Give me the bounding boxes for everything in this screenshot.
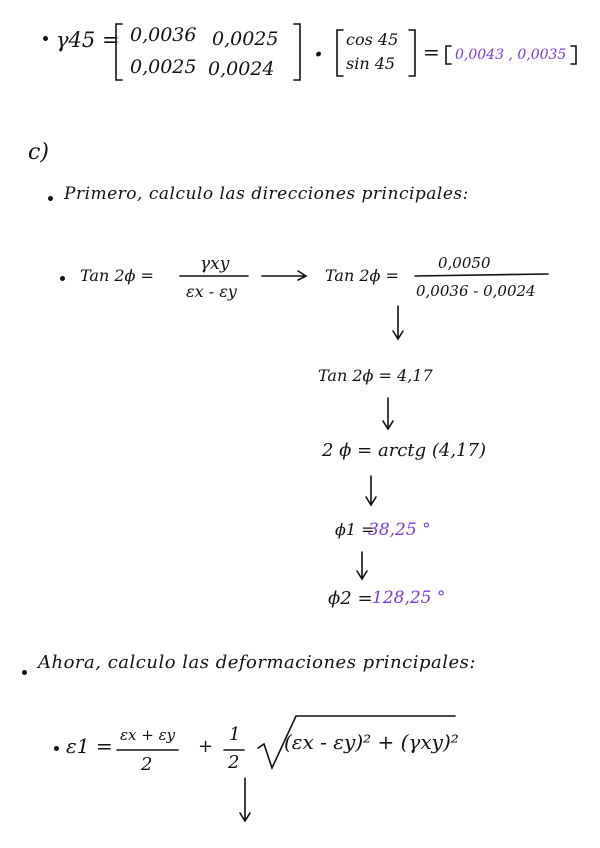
- arrow-down-5: [240, 778, 250, 821]
- principal-directions-heading: Primero, calculo las direcciones principales:: [64, 184, 469, 204]
- bullet-2: [48, 196, 53, 201]
- vector-left-bracket: [337, 30, 343, 76]
- arrow-down-3: [366, 476, 376, 505]
- vector-sin: sin 45: [346, 54, 396, 73]
- bullet-4: [22, 670, 27, 675]
- vector-right-bracket: [409, 30, 415, 76]
- phi2-label: ϕ2 =: [328, 588, 373, 609]
- result-right-bracket: [571, 46, 576, 64]
- tan-2phi-label-1: Tan 2ϕ =: [80, 266, 154, 285]
- half-numerator: 1: [229, 724, 241, 745]
- half-denominator: 2: [228, 752, 240, 773]
- bullet-3: [60, 276, 65, 281]
- tan-2phi-label-2: Tan 2ϕ =: [325, 266, 399, 285]
- denominator-ex-ey: εx - εy: [186, 282, 237, 301]
- equals-sign: =: [423, 40, 440, 64]
- matrix-right-bracket: [294, 24, 300, 80]
- phi1-value: 38,25 °: [368, 520, 431, 540]
- arctg-step: 2 ϕ = arctg (4,17): [322, 440, 486, 461]
- gamma45-label: γ45 =: [56, 28, 120, 52]
- arrow-down-2: [383, 398, 393, 429]
- sum-denominator: 2: [141, 754, 153, 775]
- vector-cos: cos 45: [346, 30, 399, 49]
- section-label-c: c): [28, 140, 49, 165]
- matrix-cell-11: 0,0036: [130, 24, 197, 46]
- radicand: (εx - εy)² + (γxy)²: [284, 730, 459, 754]
- phi1-label: ϕ1 =: [335, 520, 375, 539]
- bullet-1: [43, 36, 48, 41]
- matrix-cell-12: 0,0025: [212, 28, 279, 50]
- bullet-5: [54, 746, 59, 751]
- sum-numerator: εx + εy: [120, 726, 176, 744]
- phi2-value: 128,25 °: [372, 588, 446, 608]
- tan-result: Tan 2ϕ = 4,17: [318, 366, 433, 385]
- arrow-down-4: [357, 552, 367, 579]
- plus-sign: +: [198, 736, 214, 757]
- fraction-bar-2: [415, 274, 548, 276]
- result-left-bracket: [446, 46, 451, 64]
- epsilon1-label: ε1 =: [66, 734, 113, 758]
- numerator-gxy: γxy: [200, 254, 230, 274]
- principal-deformations-heading: Ahora, calculo las deformaciones principales:: [38, 652, 476, 673]
- arrow-right: [262, 271, 306, 280]
- matrix-cell-22: 0,0024: [208, 58, 275, 80]
- arrow-down-1: [393, 306, 403, 339]
- multiply-dot: ·: [314, 40, 324, 70]
- matrix-cell-21: 0,0025: [130, 56, 197, 78]
- result-vector: 0,0043 , 0,0035: [455, 47, 567, 63]
- denominator-value: 0,0036 - 0,0024: [416, 282, 536, 300]
- numerator-value: 0,0050: [438, 254, 491, 272]
